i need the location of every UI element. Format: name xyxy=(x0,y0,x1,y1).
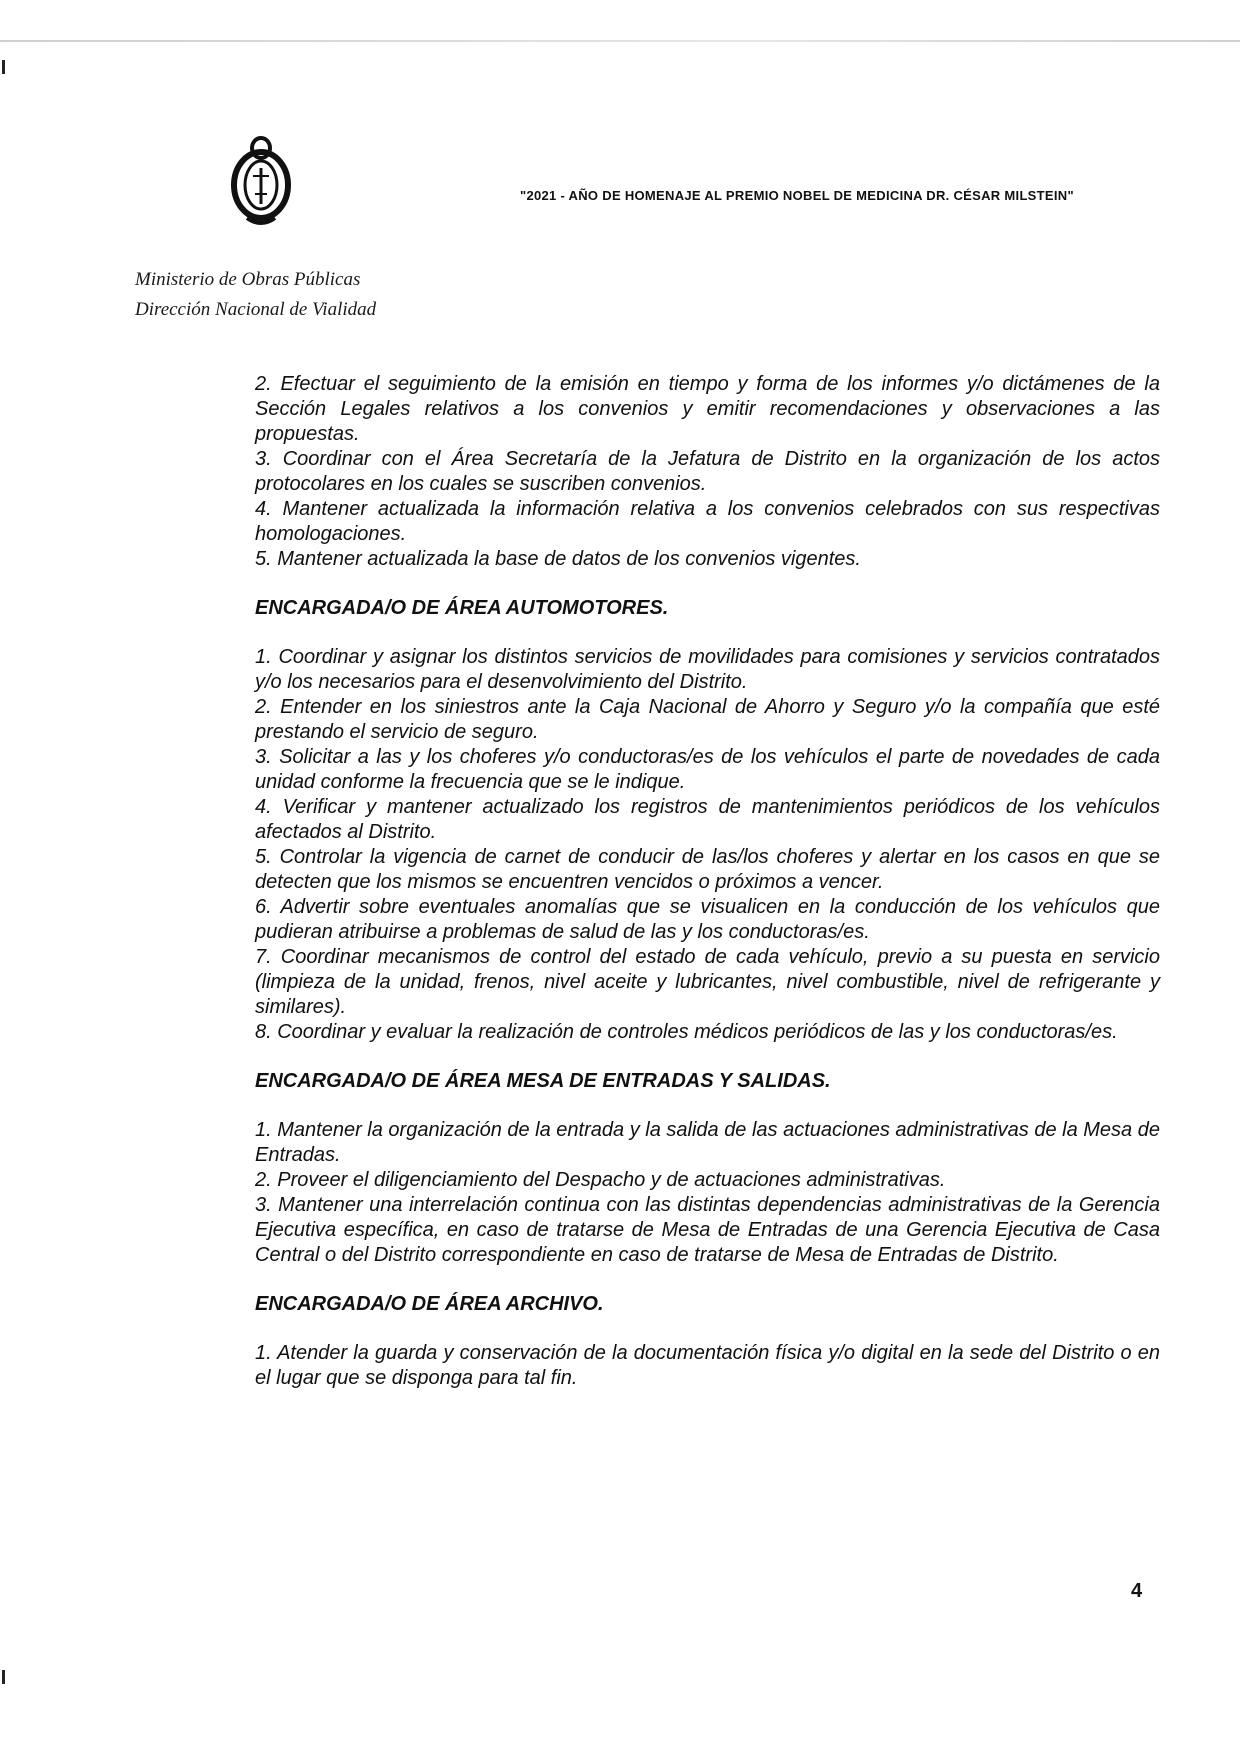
list-item: 3. Mantener una interrelación continua con las distintas dependencias administrativas de la Gerencia Ejecutiva específica, en caso de tratarse de Mesa de Entradas de una Gerencia Ejecutiva de Casa Central o del Distrito correspondiente en caso de tratarse de Mesa de Entradas de Distrito. xyxy=(255,1194,1160,1266)
list-item: 2. Efectuar el seguimiento de la emisión en tiempo y forma de los informes y/o dictámenes de la Sección Legales relativos a los convenios y emitir recomendaciones y observaciones a las propuestas. xyxy=(255,373,1160,445)
list-item: 4. Mantener actualizada la información relativa a los convenios celebrados con sus respectivas homologaciones. xyxy=(255,498,1160,545)
directorate-name: Dirección Nacional de Vialidad xyxy=(135,299,377,320)
list-item: 2. Entender en los siniestros ante la Caja Nacional de Ahorro y Seguro y/o la compañía que esté prestando el servicio de seguro. xyxy=(255,696,1160,743)
list-item: 1. Mantener la organización de la entrada y la salida de las actuaciones administrativas de la Mesa de Entradas. xyxy=(255,1119,1160,1166)
scan-edge-line xyxy=(0,40,1240,42)
ministry-name: Ministerio de Obras Públicas xyxy=(135,269,361,290)
list-item: 1. Atender la guarda y conservación de la documentación física y/o digital en la sede del Distrito o en el lugar que se disponga para tal fin. xyxy=(255,1342,1160,1389)
list-item: 3. Coordinar con el Área Secretaría de la Jefatura de Distrito en la organización de los actos protocolares en los cuales se suscriben convenios. xyxy=(255,448,1160,495)
document-body xyxy=(255,372,1160,1391)
list-item: 1. Coordinar y asignar los distintos servicios de movilidades para comisiones y servicios contratados y/o los necesarios para el desenvolvimiento del Distrito. xyxy=(255,646,1160,693)
list-item: 2. Proveer el diligenciamiento del Despacho y de actuaciones administrativas. xyxy=(255,1169,946,1191)
ministry-letterhead xyxy=(135,265,376,325)
scan-edge-mark xyxy=(2,1670,5,1684)
list-item: 8. Coordinar y evaluar la realización de controles médicos periódicos de las y los conductoras/es. xyxy=(255,1021,1118,1043)
list-item: 6. Advertir sobre eventuales anomalías que se visualicen en la conducción de los vehículos que pudieran atribuirse a problemas de salud de las y los conductoras/es. xyxy=(255,896,1160,943)
list-item: 4. Verificar y mantener actualizado los registros de mantenimientos periódicos de los vehículos afectados al Distrito. xyxy=(255,796,1160,843)
section-title: ENCARGADA/O DE ÁREA MESA DE ENTRADAS Y SALIDAS. xyxy=(255,1070,831,1092)
section-title: ENCARGADA/O DE ÁREA ARCHIVO. xyxy=(255,1293,604,1315)
section-title: ENCARGADA/O DE ÁREA AUTOMOTORES. xyxy=(255,597,669,619)
year-motto: "2021 - AÑO DE HOMENAJE AL PREMIO NOBEL DE MEDICINA DR. CÉSAR MILSTEIN" xyxy=(520,188,1074,203)
list-item: 3. Solicitar a las y los choferes y/o conductoras/es de los vehículos el parte de novedades de cada unidad conforme la frecuencia que se le indique. xyxy=(255,746,1160,793)
scan-edge-mark xyxy=(2,60,5,74)
page-number: 4 xyxy=(1131,1580,1143,1602)
list-item: 5. Controlar la vigencia de carnet de conducir de las/los choferes y alertar en los casos en que se detecten que los mismos se encuentren vencidos o próximos a vencer. xyxy=(255,846,1160,893)
coat-of-arms-icon xyxy=(225,130,297,230)
list-item: 5. Mantener actualizada la base de datos de los convenios vigentes. xyxy=(255,548,861,570)
list-item: 7. Coordinar mecanismos de control del estado de cada vehículo, previo a su puesta en servicio (limpieza de la unidad, frenos, nivel aceite y lubricantes, nivel combustible, nivel de refrigerante y similares). xyxy=(255,946,1160,1018)
